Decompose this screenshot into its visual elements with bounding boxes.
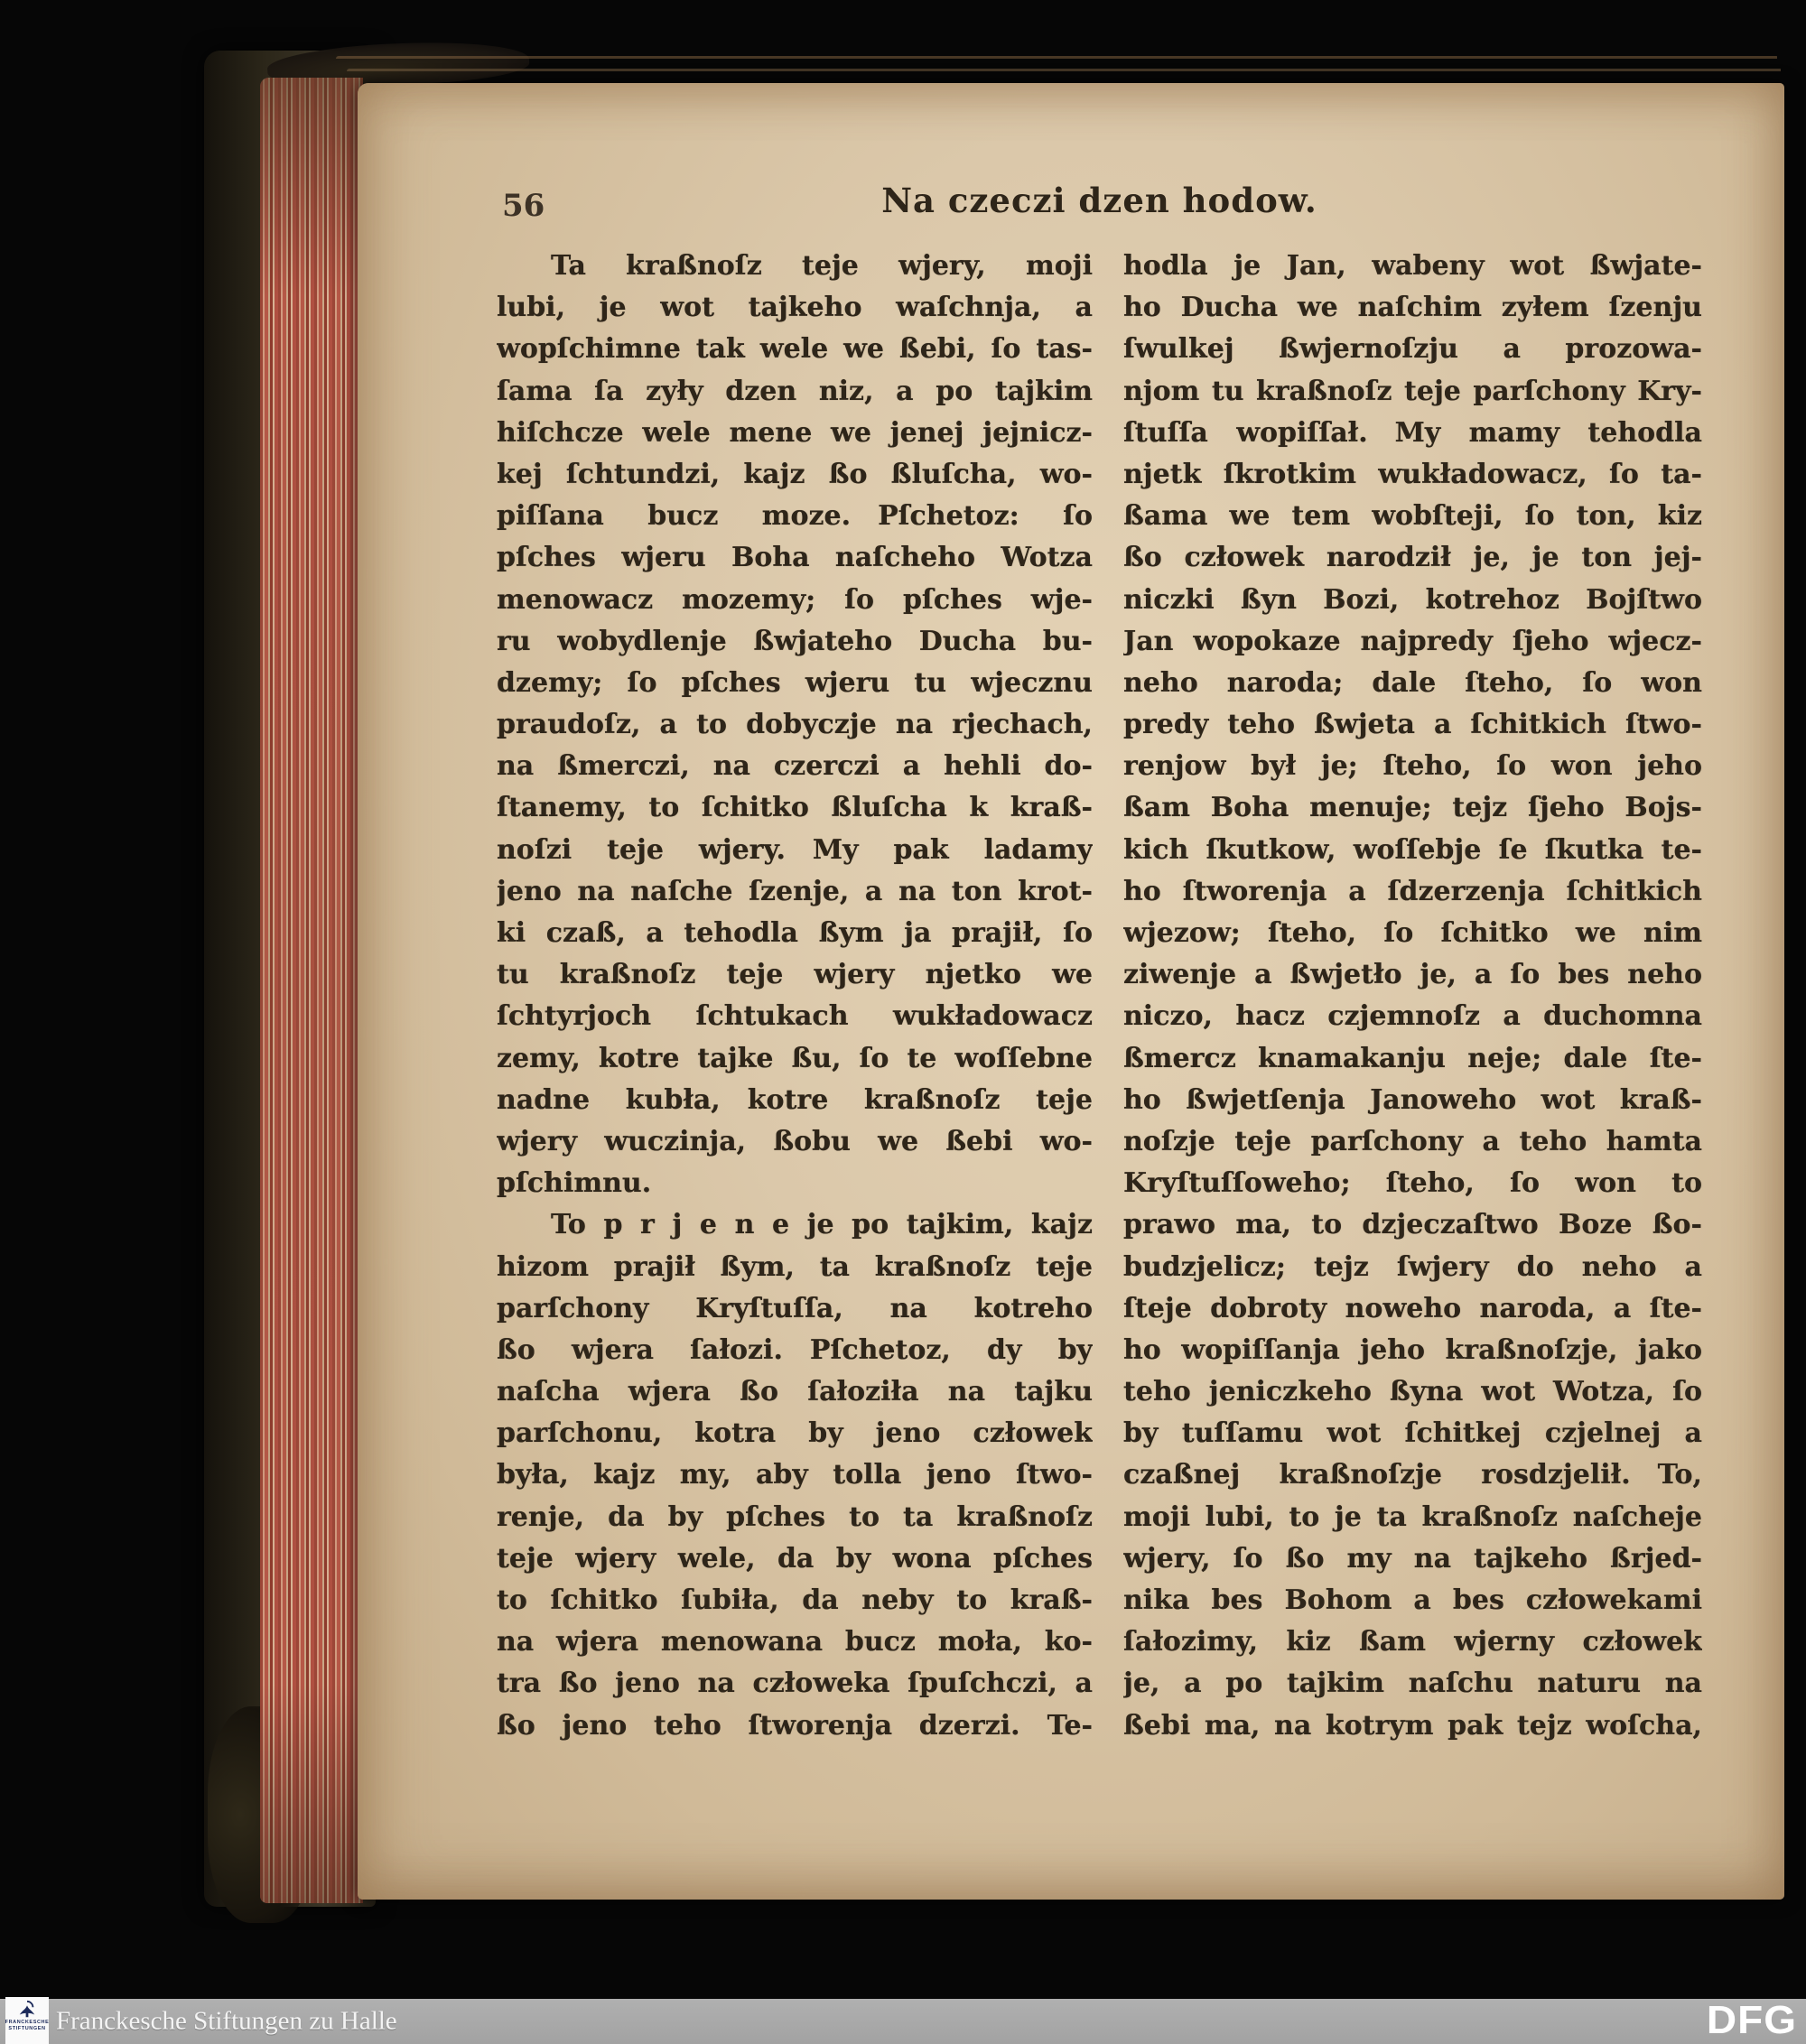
text-line: pſches wjeru Boha naſcheho Wotza xyxy=(497,542,1093,574)
text-line: naſcha wjera ßo ſałoziła na tajku xyxy=(497,1376,1093,1408)
text-line: na wjera menowana bucz moła, ko- xyxy=(497,1626,1093,1658)
running-header: Na czeczi dzen hodow. xyxy=(881,181,1317,220)
text-line: ho ßwjetſenja Janoweho wot kraß- xyxy=(1123,1083,1702,1116)
text-line: renje, da by pſches to ta kraßnoſz xyxy=(497,1500,1093,1533)
text-line: ſteje dobroty noweho naroda, a ſte- xyxy=(1123,1292,1702,1324)
page-stack-edge-line xyxy=(336,56,1777,59)
text-line: Kryſtuſſoweho; ſteho, ſo won to xyxy=(1123,1167,1702,1200)
text-line: pſchimnu. xyxy=(497,1167,652,1200)
text-line: była, kajz my, aby tolla jeno ſtwo- xyxy=(497,1459,1093,1491)
text-line: ſtanemy, to ſchitko ßluſcha k kraß- xyxy=(497,792,1093,824)
text-line: ſchtyrjoch ſchtukach wukładowacz xyxy=(497,1000,1093,1033)
text-line: zemy, kotre tajke ßu, ſo te woſſebne xyxy=(497,1042,1093,1074)
text-line: wjery, ſo ßo my na tajkeho ßrjed- xyxy=(1123,1542,1702,1575)
text-line: njom tu kraßnoſz teje parſchony Kry- xyxy=(1123,375,1702,407)
text-line: piſſana bucz moze. Pſchetoz: ſo xyxy=(497,500,1093,533)
text-line: ru wobydlenje ßwjateho Ducha bu- xyxy=(497,625,1093,657)
text-line: moji lubi, to je ta kraßnoſz naſcheje xyxy=(1123,1500,1702,1533)
logo-text-line1: FRANCKESCHE xyxy=(5,2020,50,2025)
right-column xyxy=(1123,246,1702,1747)
text-line: noſzi teje wjery. My pak ladamy xyxy=(497,833,1093,866)
text-line: je, a po tajkim naſchu naturu na xyxy=(1123,1668,1702,1700)
text-line: hiſchcze wele mene we jenej jejnicz- xyxy=(497,416,1093,449)
text-line: Jan wopokaze najpredy ſjeho wjecz- xyxy=(1123,625,1702,657)
text-line: ſtuſſa wopiſſał. My mamy tehodla xyxy=(1123,416,1702,449)
text-line: ſama ſa zyły dzen niz, a po tajkim xyxy=(497,375,1093,407)
dfg-logo: DFG xyxy=(1706,1997,1797,2042)
page-number: 56 xyxy=(502,188,545,224)
text-columns xyxy=(497,246,1702,1747)
text-line: wjezow; ſteho, ſo ſchitko we nim xyxy=(1123,917,1702,949)
text-line: ziwenje a ßwjetło je, a ſo bes neho xyxy=(1123,959,1702,991)
text-line: nadne kubła, kotre kraßnoſz teje xyxy=(497,1083,1093,1116)
text-line: jeno na naſche ſzenje, a na ton krot- xyxy=(497,875,1093,907)
text-line: ßo jeno teho ſtworenja dzerzi. Te- xyxy=(497,1709,1093,1742)
franckesche-stiftungen-emblem-icon xyxy=(17,2000,37,2020)
text-line: wjery wuczinja, ßobu we ßebi wo- xyxy=(497,1125,1093,1157)
franckesche-stiftungen-logo xyxy=(5,1997,49,2044)
text-line: ßama we tem wobſteji, ſo ton, kiz xyxy=(1123,500,1702,533)
text-line: njetk ſkrotkim wukładowacz, ſo ta- xyxy=(1123,458,1702,490)
text-line: ho Ducha we naſchim zyłem ſzenju xyxy=(1123,292,1702,324)
text-line: niczo, hacz czjemnoſz a duchomna xyxy=(1123,1000,1702,1033)
text-line: czaßnej kraßnoſzje rosdzjelił. To, xyxy=(1123,1459,1702,1491)
text-line: parſchony Kryſtuſſa, na kotreho xyxy=(497,1292,1093,1324)
page-header-row xyxy=(497,181,1702,246)
text-line: na ßmerczi, na czerczi a hehli do- xyxy=(497,750,1093,783)
text-line: wopſchimne tak wele we ßebi, ſo tas- xyxy=(497,333,1093,366)
text-line: ßo człowek narodził je, je ton jej- xyxy=(1123,542,1702,574)
text-line: by tuſſamu wot ſchitkej czjelnej a xyxy=(1123,1417,1702,1450)
footer-bar xyxy=(0,1999,1806,2044)
text-line: hizom prajił ßym, ta kraßnoſz teje xyxy=(497,1250,1093,1283)
text-line: niczki ßyn Bozi, kotrehoz Bojſtwo xyxy=(1123,583,1702,616)
page-stack-edge-line xyxy=(347,69,1781,71)
left-column xyxy=(497,246,1093,1747)
text-line: tra ßo jeno na człoweka ſpuſchczi, a xyxy=(497,1668,1093,1700)
text-line: kich ſkutkow, woſſebje ſe ſkutka te- xyxy=(1123,833,1702,866)
logo-text-line2: STIFTUNGEN xyxy=(8,2026,46,2031)
text-line: ki czaß, a tehodla ßym ja prajił, ſo xyxy=(497,917,1093,949)
text-line: ho wopiſſanja jeho kraßnoſzje, jako xyxy=(1123,1333,1702,1366)
text-line: noſzje teje parſchony a teho hamta xyxy=(1123,1125,1702,1157)
text-line: ßo wjera ſałozi. Pſchetoz, dy by xyxy=(497,1333,1093,1366)
text-line: to ſchitko ſubiła, da neby to kraß- xyxy=(497,1584,1093,1616)
text-line: menowacz mozemy; ſo pſches wje- xyxy=(497,583,1093,616)
text-line: ho ſtworenja a ſdzerzenja ſchitkich xyxy=(1123,875,1702,907)
text-line: To p r j e n e je po tajkim, kajz xyxy=(497,1209,1093,1241)
text-line: prawo ma, to dzjeczaſtwo Boze ßo- xyxy=(1123,1209,1702,1241)
text-line: parſchonu, kotra by jeno człowek xyxy=(497,1417,1093,1450)
text-line: ſałozimy, kiz ßam wjerny człowek xyxy=(1123,1626,1702,1658)
text-line: dzemy; ſo pſches wjeru tu wjecznu xyxy=(497,666,1093,699)
text-line: ſwulkej ßwjernoſzju a prozowa- xyxy=(1123,333,1702,366)
page-stack-red-fore-edge xyxy=(260,78,363,1903)
text-line: predy teho ßwjeta a ſchitkich ſtwo- xyxy=(1123,709,1702,741)
text-line: nika bes Bohom a bes człowekami xyxy=(1123,1584,1702,1616)
text-line: budzjelicz; tejz ſwjery do neho a xyxy=(1123,1250,1702,1283)
text-line: kej ſchtundzi, kajz ßo ßluſcha, wo- xyxy=(497,458,1093,490)
text-line: ßmercz knamakanju neje; dale ſte- xyxy=(1123,1042,1702,1074)
text-line: praudoſz, a to dobyczje na rjechach, xyxy=(497,709,1093,741)
text-line: Ta kraßnoſz teje wjery, moji xyxy=(497,250,1093,282)
text-line: neho naroda; dale ſteho, ſo won xyxy=(1123,666,1702,699)
text-line: ßebi ma, na kotrym pak tejz woſcha, xyxy=(1123,1709,1702,1742)
text-line: teje wjery wele, da by wona pſches xyxy=(497,1542,1093,1575)
text-line: teho jeniczkeho ßyna wot Wotza, ſo xyxy=(1123,1376,1702,1408)
text-line: hodla je Jan, wabeny wot ßwjate- xyxy=(1123,250,1702,282)
text-line: ßam Boha menuje; tejz ſjeho Bojs- xyxy=(1123,792,1702,824)
book-page xyxy=(358,83,1784,1900)
text-line: renjow był je; ſteho, ſo won jeho xyxy=(1123,750,1702,783)
text-line: lubi, je wot tajkeho waſchnja, a xyxy=(497,292,1093,324)
text-line: tu kraßnoſz teje wjery njetko we xyxy=(497,959,1093,991)
institution-name: Franckesche Stiftungen zu Halle xyxy=(56,2006,397,2036)
